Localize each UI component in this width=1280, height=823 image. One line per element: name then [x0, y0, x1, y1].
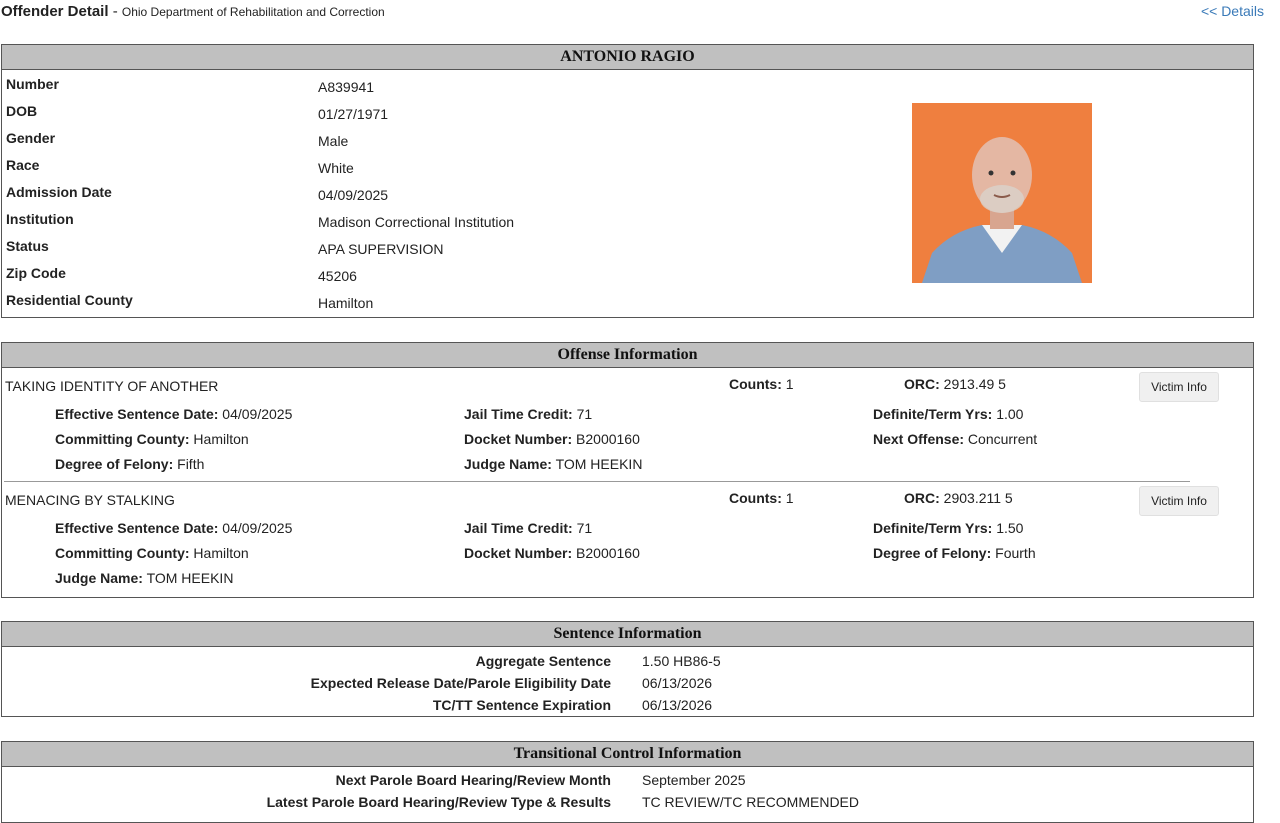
row-value: September 2025: [642, 772, 746, 788]
offense-name: TAKING IDENTITY OF ANOTHER: [5, 378, 219, 394]
offense-divider: [4, 481, 1190, 482]
detail-value: Fourth: [995, 545, 1036, 561]
aggregate-sentence-row: [2, 653, 1251, 675]
detail-label: Effective Sentence Date:: [55, 406, 219, 422]
latest-hearing-row: [2, 794, 1251, 816]
offender-panel: [1, 44, 1254, 318]
offense-orc: [904, 376, 1006, 392]
field-value: Madison Correctional Institution: [318, 214, 515, 230]
detail-value: TOM HEEKIN: [146, 570, 234, 586]
field-label: Zip Code: [6, 265, 66, 281]
detail-label: Definite/Term Yrs:: [873, 520, 993, 536]
detail-value: Hamilton: [193, 431, 249, 447]
field-admission-date: [4, 184, 904, 211]
docket-number: [464, 545, 640, 561]
jail-time-credit: [464, 406, 592, 422]
field-value: 01/27/1971: [318, 106, 389, 122]
row-label: Aggregate Sentence: [475, 653, 611, 669]
effective-sentence-date: [55, 520, 292, 536]
sentence-panel: [1, 621, 1254, 717]
detail-label: Judge Name:: [464, 456, 552, 472]
field-label: Gender: [6, 130, 56, 146]
field-label: Residential County: [6, 292, 133, 308]
page-subtitle: Ohio Department of Rehabilitation and Correction: [121, 5, 385, 19]
page-title-text: Offender Detail: [1, 3, 109, 20]
detail-label: Jail Time Credit:: [464, 406, 573, 422]
next-offense: [873, 431, 1037, 447]
row-value: TC REVIEW/TC RECOMMENDED: [642, 794, 859, 810]
field-institution: [4, 211, 904, 238]
orc-value: 2913.49 5: [943, 376, 1006, 392]
field-residential-county: [4, 292, 904, 319]
sentence-section-title: Sentence Information: [2, 622, 1253, 647]
field-label: DOB: [6, 103, 38, 119]
detail-value: 71: [576, 520, 593, 536]
degree-of-felony: [55, 456, 204, 472]
page-title: [1, 3, 385, 20]
offender-name: ANTONIO RAGIO: [2, 45, 1253, 70]
mugshot-image: [912, 103, 1092, 283]
field-label: Status: [6, 238, 49, 254]
field-label: Admission Date: [6, 184, 112, 200]
next-hearing-row: [2, 772, 1251, 794]
jail-time-credit: [464, 520, 592, 536]
offense-orc: [904, 490, 1013, 506]
row-value: 06/13/2026: [642, 697, 713, 713]
detail-label: Docket Number:: [464, 431, 573, 447]
detail-value: Concurrent: [967, 431, 1038, 447]
field-race: [4, 157, 904, 184]
field-status: [4, 238, 904, 265]
victim-info-button[interactable]: Victim Info: [1139, 486, 1219, 516]
field-value: Male: [318, 133, 349, 149]
detail-label: Jail Time Credit:: [464, 520, 573, 536]
detail-value: TOM HEEKIN: [555, 456, 643, 472]
orc-label: ORC:: [904, 376, 940, 392]
page-header: [0, 0, 1264, 24]
field-gender: [4, 130, 904, 157]
detail-label: Effective Sentence Date:: [55, 520, 219, 536]
field-dob: [4, 103, 904, 130]
row-label: Next Parole Board Hearing/Review Month: [335, 772, 611, 788]
detail-label: Judge Name:: [55, 570, 143, 586]
detail-label: Degree of Felony:: [55, 456, 174, 472]
detail-value: 71: [576, 406, 593, 422]
row-label: TC/TT Sentence Expiration: [432, 697, 611, 713]
detail-value: Fifth: [177, 456, 205, 472]
detail-value: 04/09/2025: [222, 406, 293, 422]
title-separator: -: [108, 3, 122, 20]
effective-sentence-date: [55, 406, 292, 422]
detail-value: 1.50: [996, 520, 1024, 536]
detail-value: 1.00: [996, 406, 1024, 422]
field-value: APA SUPERVISION: [318, 241, 444, 257]
tc-section-title: Transitional Control Information: [2, 742, 1253, 767]
back-to-details-link[interactable]: << Details: [1200, 3, 1264, 19]
detail-value: B2000160: [576, 431, 640, 447]
detail-value: Hamilton: [193, 545, 249, 561]
field-value: 45206: [318, 268, 357, 284]
offender-photo: [912, 103, 1092, 283]
field-label: Race: [6, 157, 40, 173]
tc-tt-expiration-row: [2, 697, 1251, 719]
expected-release-row: [2, 675, 1251, 697]
detail-value: B2000160: [576, 545, 640, 561]
docket-number: [464, 431, 640, 447]
counts-value: 1: [785, 490, 794, 506]
transitional-control-panel: [1, 741, 1254, 823]
row-label: Latest Parole Board Hearing/Review Type & Results: [266, 794, 611, 810]
field-value: Hamilton: [318, 295, 374, 311]
judge-name: [464, 456, 642, 472]
detail-value: 04/09/2025: [222, 520, 293, 536]
field-label: Number: [6, 76, 59, 92]
field-value: A839941: [318, 79, 375, 95]
definite-term-yrs: [873, 520, 1023, 536]
detail-label: Definite/Term Yrs:: [873, 406, 993, 422]
detail-label: Committing County:: [55, 545, 190, 561]
row-value: 06/13/2026: [642, 675, 713, 691]
offense-counts: [729, 376, 794, 392]
counts-value: 1: [785, 376, 794, 392]
row-label: Expected Release Date/Parole Eligibility Date: [310, 675, 611, 691]
counts-label: Counts:: [729, 376, 782, 392]
detail-label: Committing County:: [55, 431, 190, 447]
victim-info-button[interactable]: Victim Info: [1139, 372, 1219, 402]
offense-counts: [729, 490, 794, 506]
offense-section-title: Offense Information: [2, 343, 1253, 368]
orc-value: 2903.211 5: [943, 490, 1013, 506]
judge-name: [55, 570, 233, 586]
detail-label: Degree of Felony:: [873, 545, 992, 561]
field-label: Institution: [6, 211, 74, 227]
offense-panel: [1, 342, 1254, 598]
degree-of-felony: [873, 545, 1036, 561]
field-value: 04/09/2025: [318, 187, 389, 203]
offense-name: MENACING BY STALKING: [5, 492, 175, 508]
definite-term-yrs: [873, 406, 1023, 422]
row-value: 1.50 HB86-5: [642, 653, 721, 669]
field-number: [4, 76, 904, 103]
counts-label: Counts:: [729, 490, 782, 506]
field-zip-code: [4, 265, 904, 292]
committing-county: [55, 545, 249, 561]
orc-label: ORC:: [904, 490, 940, 506]
detail-label: Docket Number:: [464, 545, 573, 561]
detail-label: Next Offense:: [873, 431, 965, 447]
field-value: White: [318, 160, 354, 176]
committing-county: [55, 431, 249, 447]
